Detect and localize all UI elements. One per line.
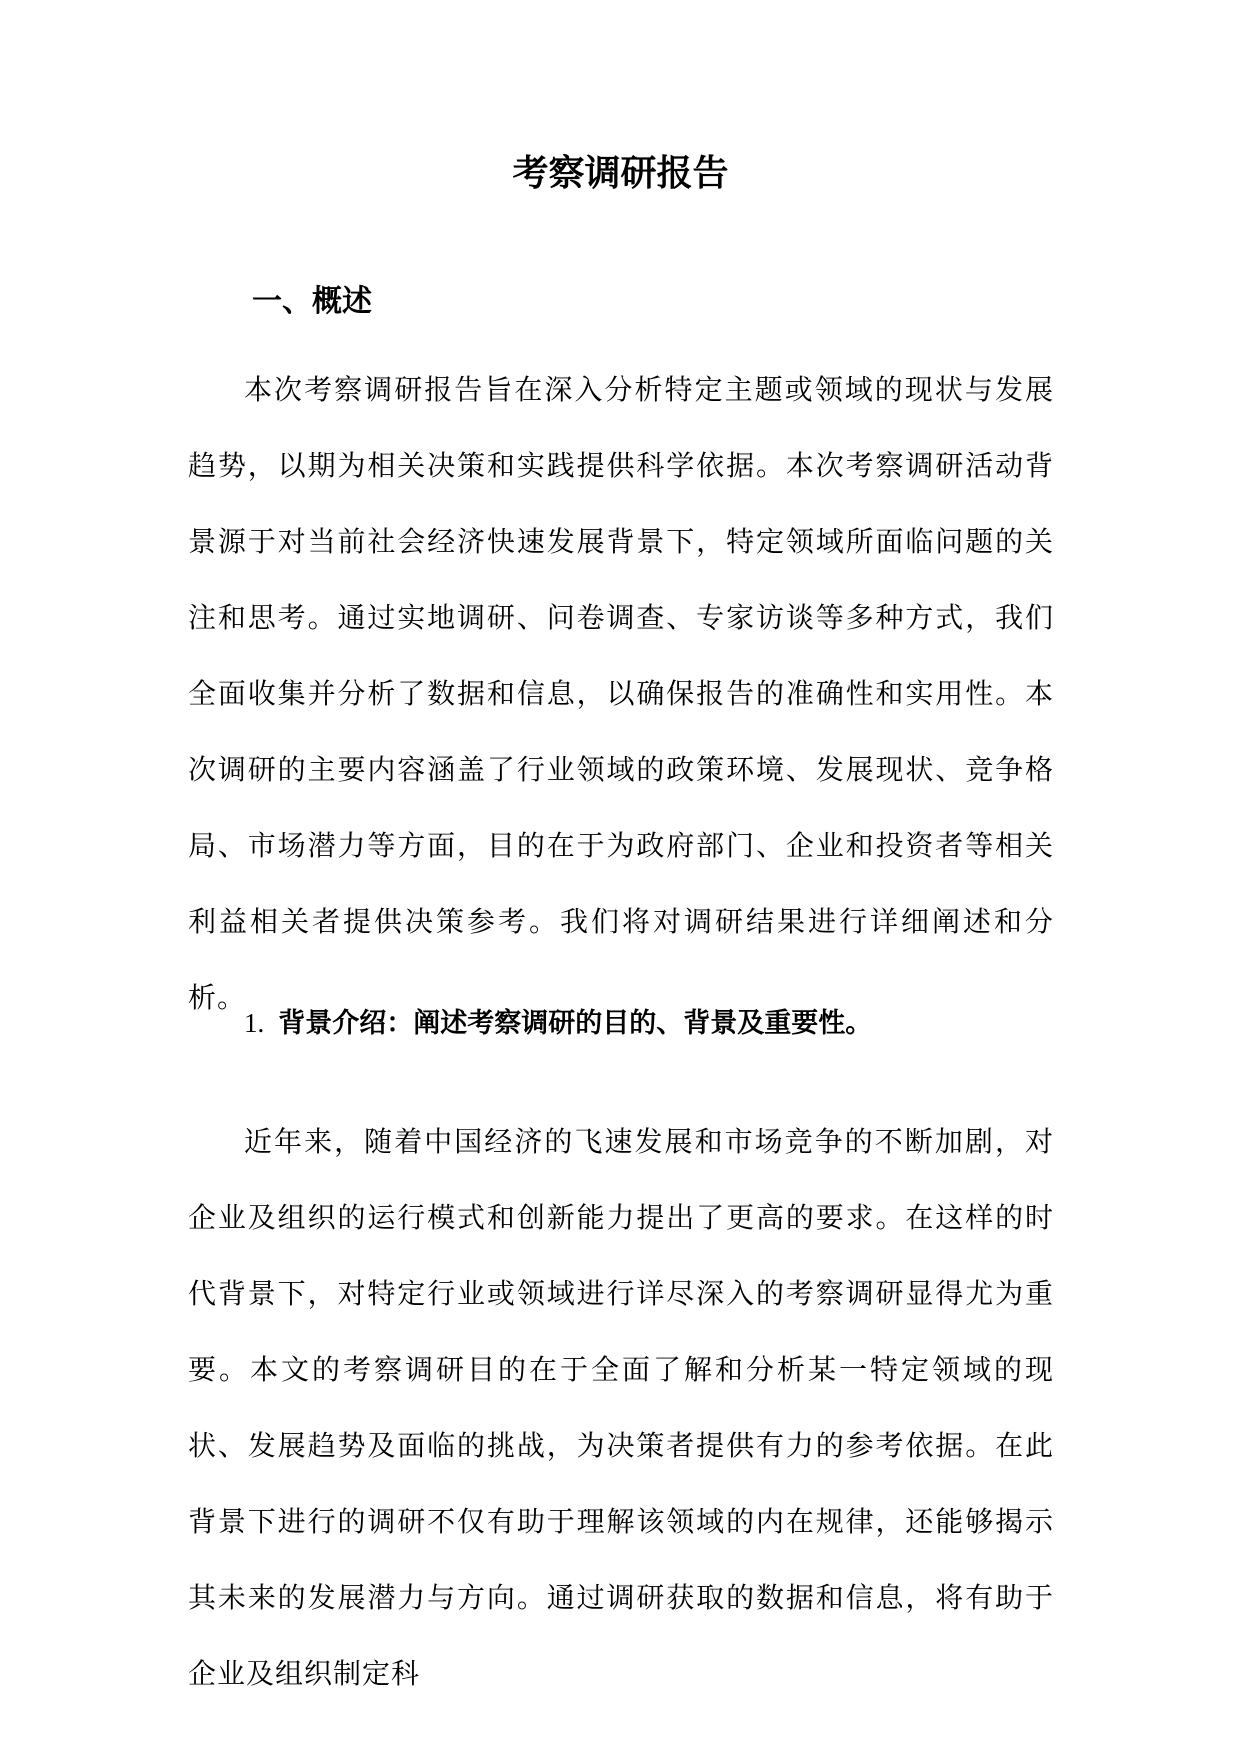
section-heading-overview: 一、概述 [252, 284, 372, 319]
overview-paragraph: 本次考察调研报告旨在深入分析特定主题或领域的现状与发展趋势，以期为相关决策和实践提供科学依据。本次考察调研活动背景源于对当前社会经济快速发展背景下，特定领域所面临问题的关注和思考。通过实地调研、问卷调查、专家访谈等多种方式，我们全面收集并分析了数据和信息，以确保报告的准确性和实用性。本次调研的主要内容涵盖了行业领域的政策环境、发展现状、竞争格局、市场潜力等方面，目的在于为政府部门、企业和投资者等相关利益相关者提供决策参考。我们将对调研结果进行详细阐述和分析。 [188, 373, 1054, 1014]
subsection-heading-text: 背景介绍：阐述考察调研的目的、背景及重要性。 [278, 1008, 873, 1039]
subsection-heading-background [244, 1003, 872, 1044]
document-title: 考察调研报告 [512, 153, 729, 194]
background-paragraph: 近年来，随着中国经济的飞速发展和市场竞争的不断加剧，对企业及组织的运行模式和创新能力提出了更高的要求。在这样的时代背景下，对特定行业或领域进行详尽深入的考察调研显得尤为重要。本文的考察调研目的在于全面了解和分析某一特定领域的现状、发展趋势及面临的挑战，为决策者提供有力的参考依据。在此背景下进行的调研不仅有助于理解该领域的内在规律，还能够揭示其未来的发展潜力与方向。通过调研获取的数据和信息，将有助于企业及组织制定科 [188, 1125, 1054, 1690]
subsection-number: 1. [244, 1008, 265, 1038]
